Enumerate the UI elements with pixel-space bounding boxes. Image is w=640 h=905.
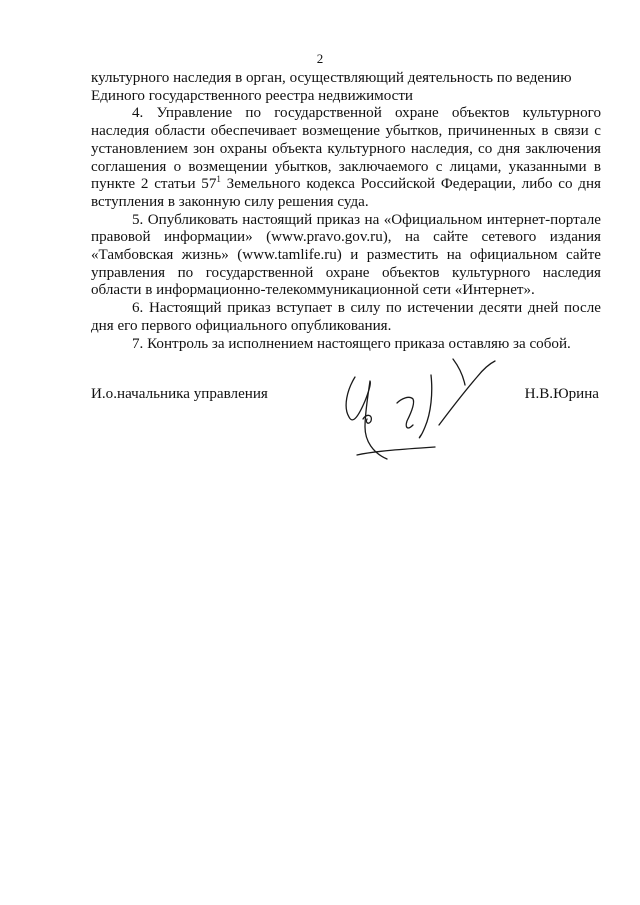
signature-stroke-7	[357, 447, 435, 455]
paragraph-item-6	[91, 300, 601, 335]
page-number: 2	[316, 51, 324, 66]
signatory-name: Н.В.Юрина	[524, 386, 599, 402]
signature-stroke-5	[439, 361, 495, 425]
article-superscript: 1	[216, 174, 221, 185]
paragraph-item-7-text: 7. Контроль за исполнением настоящего приказа оставляю за собой.	[132, 335, 571, 352]
signature-stroke-4	[419, 375, 431, 438]
document-body	[91, 70, 601, 353]
signature-stroke-1	[346, 377, 387, 459]
paragraph-item-7	[91, 336, 601, 354]
paragraph-item-5-text: 5. Опубликовать настоящий приказ на «Официальном интернет-портале правовой информации» (www.pravo.gov.ru), на сайте сетевого издания «Тамбовская жизнь» (www.tamlife.ru) и разместить на официальном сайте управления по государственной охране объектов культурного наследия области в информационно-телекоммуникационной сети «Интернет».	[91, 211, 601, 299]
paragraph-item-4	[91, 105, 601, 211]
paragraph-continuation	[91, 70, 601, 105]
paragraph-item-5	[91, 212, 601, 301]
paragraph-item-6-text: 6. Настоящий приказ вступает в силу по истечении десяти дней после дня его первого официального опубликования.	[91, 300, 601, 334]
signature-stroke-6	[453, 359, 465, 385]
signature-stroke-3	[397, 397, 414, 428]
signatory-role: И.о.начальника управления	[91, 386, 268, 402]
paragraph-item-4-text-end: Земельного кодекса Российской Федерации, либо со дня вступления в законную силу решения суда.	[91, 176, 601, 210]
paragraph-item-4-text: 4. Управление по государственной охране объектов культурного наследия области обеспечивает возмещение убытков, причиненных в связи с установлением зон охраны объекта культурного наследия, со дня заключения соглашения о возмещении убытков, заключаемого с лицами, указанными в пункте 2 статьи 57	[91, 105, 601, 193]
paragraph-continuation-text: культурного наследия в орган, осуществляющий деятельность по ведению Единого государственного реестра недвижимости	[91, 70, 572, 104]
handwritten-signature-icon	[335, 355, 510, 475]
signature-stroke-2	[363, 415, 371, 423]
